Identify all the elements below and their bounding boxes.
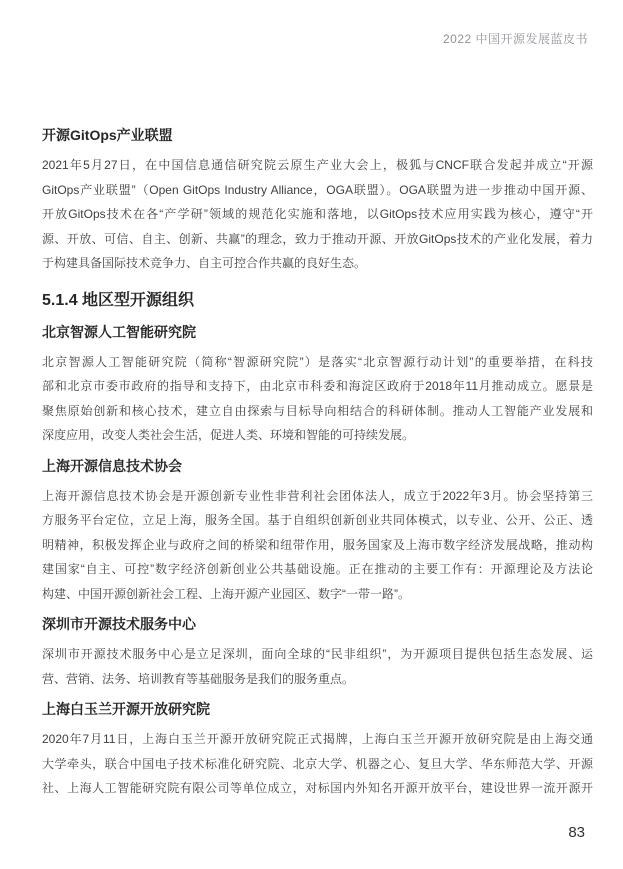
page-number: 83 (568, 824, 585, 841)
paragraph-line: 源、开放、可信、自主、创新、共赢”的理念，致力于推动开源、开放GitOps技术的产业化发展，着力 (42, 231, 593, 246)
paragraph-line: 营、营销、法务、培训教育等基础服务是我们的服务重点。 (42, 671, 355, 686)
paragraph-line: 构建、中国开源创新社会工程、上海开源产业园区、数字“一带一路”。 (42, 586, 410, 601)
paragraph-line: 社、上海人工智能研究院有限公司等单位成立，对标国内外知名开源开放平台，建设世界一流开源开 (42, 781, 593, 795)
paragraph (42, 642, 593, 691)
paragraph (42, 727, 593, 801)
org-subheading: 北京智源人工智能研究院 (42, 323, 196, 340)
org-subheading: 上海白玉兰开源开放研究院 (42, 701, 210, 717)
paragraph (42, 350, 593, 448)
paragraph-line: 于构建具备国际技术竞争力、自主可控合作共赢的良好生态。 (42, 256, 367, 270)
org-subheading: 开源GitOps产业联盟 (42, 127, 173, 143)
paragraph-line: 部和北京市委市政府的指导和支持下，由北京市科委和海淀区政府于2018年11月推动成立。愿景是 (42, 379, 593, 393)
paragraph (42, 484, 593, 607)
paragraph-line: 2020年7月11日，上海白玉兰开源开放研究院正式揭牌，上海白玉兰开源开放研究院是由上海交通 (42, 732, 593, 746)
paragraph-line: 建国家“自主、可控”数字经济创新创业公共基础设施。正在推动的主要工作有：开源理论及方法论 (42, 562, 593, 576)
paragraph-line: 上海开源信息技术协会是开源创新专业性非营利社会团体法人，成立于2022年3月。协会坚持第三 (42, 488, 593, 503)
section-heading: 5.1.4 地区型开源组织 (42, 291, 195, 309)
paragraph-line: GitOps产业联盟”（Open GitOps Industry Alliance，OGA联盟）。OGA联盟为进一步推动中国开源、 (42, 182, 593, 197)
paragraph-line: 2021年5月27日，在中国信息通信研究院云原生产业大会上，极狐与CNCF联合发起并成立“开源 (42, 158, 593, 172)
org-subheading: 上海开源信息技术协会 (42, 457, 182, 474)
paragraph-line: 大学牵头，联合中国电子技术标准化研究院、北京大学、机器之心、复旦大学、华东师范大学、开源 (42, 756, 593, 771)
paragraph-line: 深圳市开源技术服务中心是立足深圳，面向全球的“民非组织”，为开源项目提供包括生态发展、运 (42, 647, 593, 661)
paragraph-line: 开放GitOps技术在各“产学研”领域的规范化实施和落地，以GitOps技术应用实践为核心，遵守“开 (42, 207, 593, 221)
page-header-title: 2022 中国开源发展蓝皮书 (442, 32, 588, 46)
paragraph-line: 方服务平台定位，立足上海，服务全国。基于自组织创新创业共同体模式，以专业、公开、公正、透 (42, 513, 593, 527)
paragraph-line: 深度应用，改变人类社会生活，促进人类、环境和智能的可持续发展。 (42, 428, 415, 442)
paragraph-line: 北京智源人工智能研究院（简称“智源研究院”）是落实“北京智源行动计划”的重要举措，在科技 (42, 354, 593, 369)
paragraph-line: 聚焦原始创新和核心技术，建立自由探索与目标导向相结合的科研体制。推动人工智能产业发展和 (42, 403, 593, 418)
document-content (42, 123, 593, 801)
paragraph (42, 153, 593, 276)
paragraph-line: 明精神，积极发挥企业与政府之间的桥梁和纽带作用，服务国家及上海市数字经济发展战略，推动构 (42, 537, 593, 552)
org-subheading: 深圳市开源技术服务中心 (42, 616, 196, 632)
